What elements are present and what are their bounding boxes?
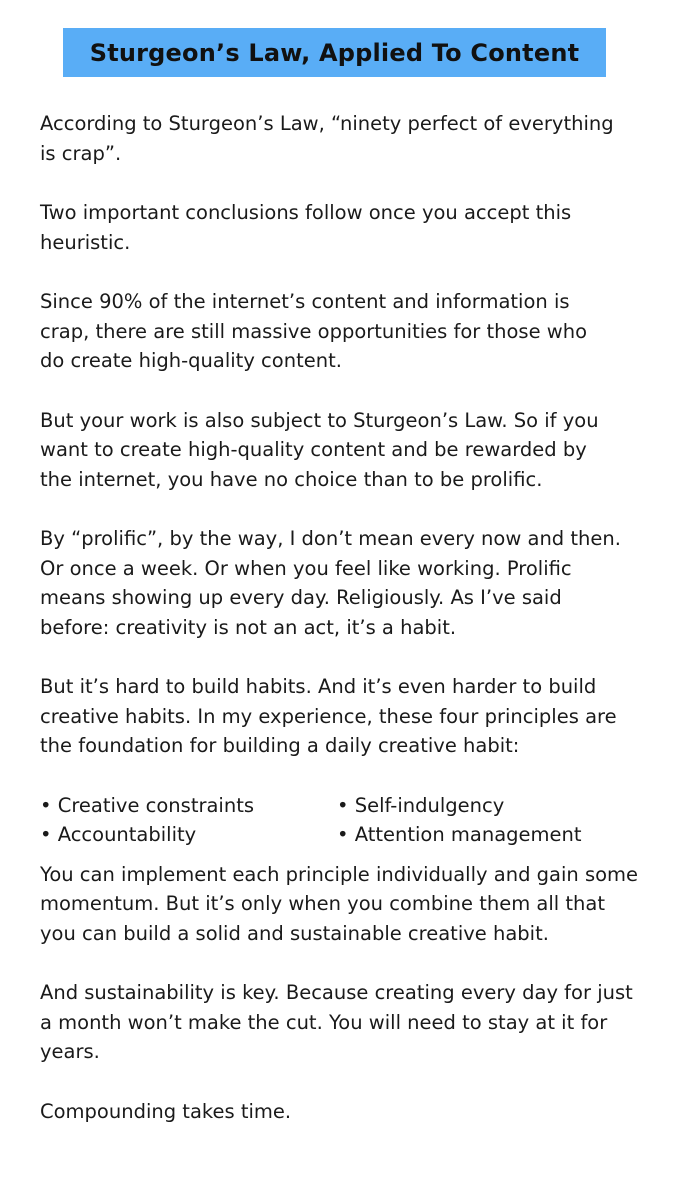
- paragraph-prolific: But your work is also subject to Sturgeon’s Law. So if you want to create high-quality content and be rewarded by the internet, you have no choice than to be prolific.: [40, 408, 599, 491]
- page-title: Sturgeon’s Law, Applied To Content: [89, 38, 580, 67]
- list-item: • Creative constraints: [40, 793, 255, 817]
- title-banner: [63, 28, 606, 77]
- list-item: • Accountability: [40, 823, 197, 846]
- paragraph-conclusions: Two important conclusions follow once you accept this heuristic.: [40, 201, 572, 254]
- list-item: • Self-indulgency: [337, 793, 505, 817]
- article-body: [40, 109, 650, 1156]
- paragraph-opportunities: Since 90% of the internet’s content and information is crap, there are still massive opportunities for those who do create high-quality content.: [40, 290, 588, 372]
- principles-list: [40, 791, 650, 850]
- paragraph-sustainability: And sustainability is key. Because creating every day for just a month won’t make the cut. You will need to stay at it for years.: [40, 981, 633, 1063]
- paragraph-implementation: You can implement each principle individually and gain some momentum. But it’s only when you combine them all that you can build a solid and sustainable creative habit.: [40, 862, 639, 945]
- list-item: • Attention management: [337, 823, 582, 846]
- paragraph-prolific-definition: By “prolific”, by the way, I don’t mean every now and then. Or once a week. Or when you feel like working. Prolific means showing up every day. Religiously. As I’ve said before: creativity is not an act, it’s a habit.: [40, 527, 621, 639]
- paragraph-principles-intro: But it’s hard to build habits. And it’s even harder to build creative habits. In my experience, these four principles are the foundation for building a daily creative habit:: [40, 675, 617, 757]
- paragraph-closing: Compounding takes time.: [40, 1099, 292, 1123]
- paragraph-intro: According to Sturgeon’s Law, “ninety perfect of everything is crap”.: [40, 112, 614, 165]
